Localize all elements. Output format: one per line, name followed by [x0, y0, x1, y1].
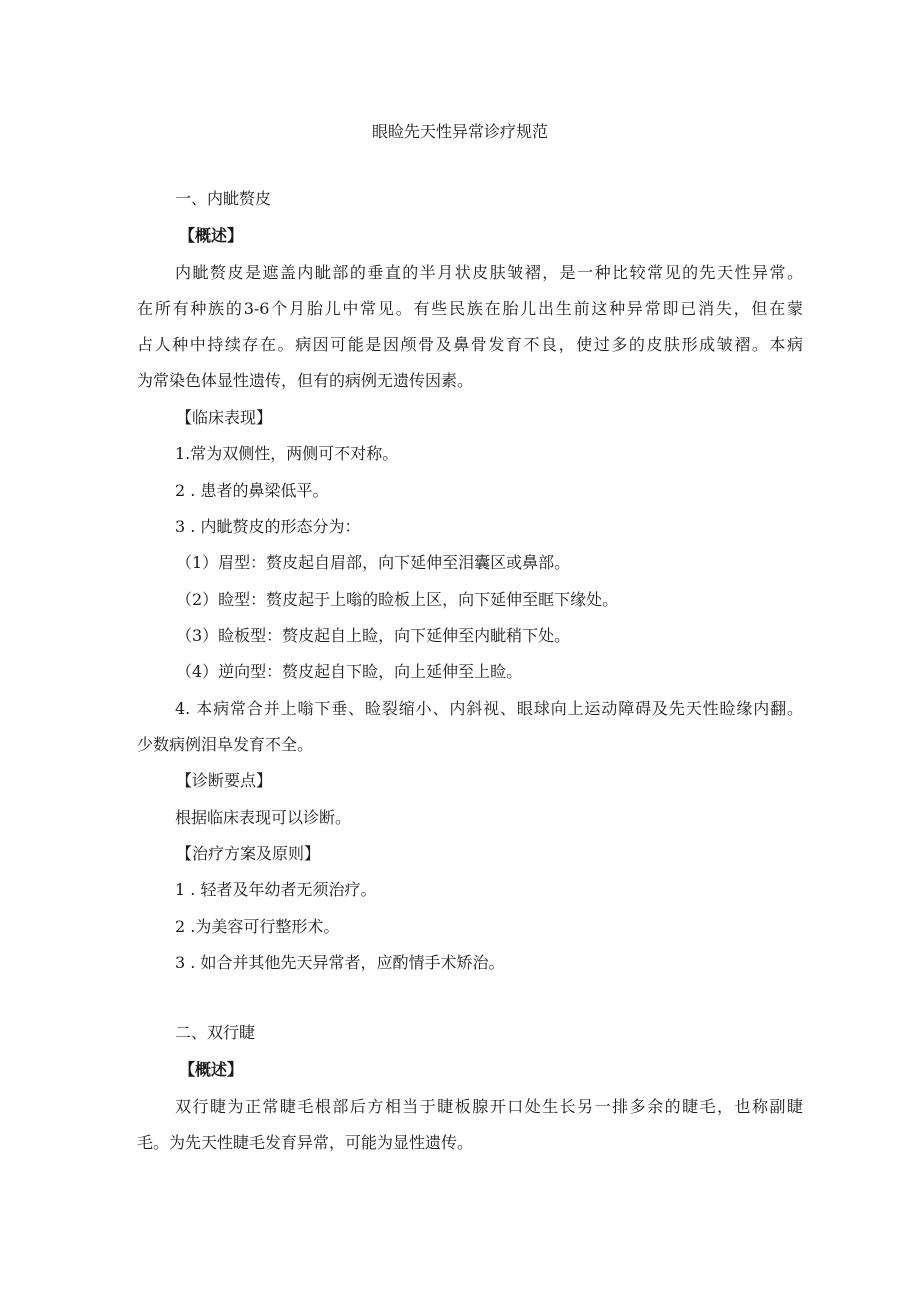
overview-paragraph-line: 占人种中持续存在。病因可能是因颅骨及鼻骨发育不良，使过多的皮肤形成皱褶。本病	[137, 335, 803, 354]
treatment-item: 1 . 轻者及年幼者无须治疗。	[175, 880, 377, 899]
treatment-label: 【治疗方案及原则】	[176, 844, 321, 863]
treatment-item: 2 .为美容可行整形术。	[175, 917, 340, 936]
overview-paragraph-line: 为常染色体显性遗传，但有的病例无遗传因素。	[137, 371, 474, 390]
section-heading-distichiasis: 二、双行睫	[175, 1023, 256, 1042]
overview-paragraph-line: 内眦赘皮是遮盖内眦部的垂直的半月状皮肤皱褶，是一种比较常见的先天性异常。	[175, 263, 803, 282]
clinical-item: 3 . 内眦赘皮的形态分为：	[175, 517, 361, 536]
page-title: 眼睑先天性异常诊疗规范	[371, 122, 548, 141]
overview-paragraph-line: 在所有种族的3-6个月胎儿中常见。有些民族在胎儿出生前这种异常即已消失，但在蒙	[137, 299, 803, 318]
diagnosis-label: 【诊断要点】	[176, 771, 273, 790]
clinical-item: 4. 本病常合并上嗡下垂、睑裂缩小、内斜视、眼球向上运动障碍及先天性睑缘内翻。	[175, 699, 803, 718]
overview-paragraph-line: 双行睫为正常睫毛根部后方相当于睫板腺开口处生长另一排多余的睫毛，也称副睫	[175, 1097, 803, 1116]
diagnosis-text: 根据临床表现可以诊断。	[175, 808, 352, 827]
clinical-subitem: （4）逆向型：赘皮起自下睑，向上延伸至上睑。	[176, 662, 523, 681]
clinical-item-continued: 少数病例泪阜发育不全。	[137, 735, 314, 754]
clinical-subitem: （2）睑型：赘皮起于上嗡的睑板上区，向下延伸至眶下缘处。	[176, 590, 619, 609]
clinical-item: 2 . 患者的鼻梁低平。	[175, 481, 329, 500]
overview-label: 【概述】	[179, 226, 244, 245]
section-heading-epicanthus: 一、内眦赘皮	[175, 189, 272, 208]
clinical-subitem: （3）睑板型：赘皮起自上睑，向下延伸至内眦稍下处。	[176, 626, 571, 645]
overview-paragraph-line: 毛。为先天性睫毛发育异常，可能为显性遗传。	[137, 1133, 474, 1152]
clinical-item: 1.常为双侧性，两侧可不对称。	[175, 444, 399, 463]
clinical-label: 【临床表现】	[176, 408, 273, 427]
overview-label: 【概述】	[179, 1060, 244, 1079]
clinical-subitem: （1）眉型：赘皮起自眉部，向下延伸至泪囊区或鼻部。	[176, 553, 571, 572]
treatment-item: 3 . 如合并其他先天异常者，应酌情手术矫治。	[175, 953, 505, 972]
